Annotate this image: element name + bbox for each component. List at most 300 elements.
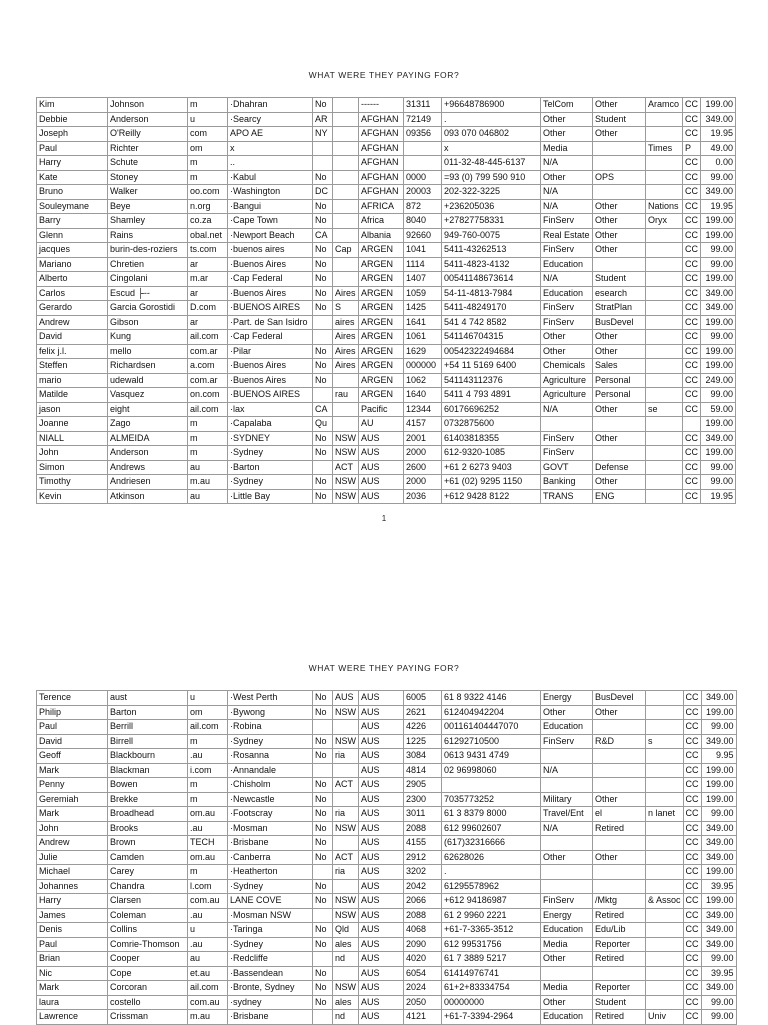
cell-city: ·Cap Federal: [228, 330, 313, 345]
cell-city: ·BUENOS AIRES: [228, 388, 313, 403]
cell-role: Edu/Lib: [593, 923, 646, 938]
cell-city: ·Bywong: [228, 705, 313, 720]
cell-phone: +61-7-3394-2964: [442, 1010, 541, 1025]
cell-role: Retired: [593, 952, 646, 967]
cell-company: [646, 359, 683, 374]
cell-country: AU: [359, 417, 404, 432]
cell-first: Andrew: [37, 836, 108, 851]
table-row: [37, 112, 736, 127]
cell-city: ·Taringa: [228, 923, 313, 938]
cell-sector: N/A: [541, 402, 593, 417]
cell-state: Aires: [333, 330, 359, 345]
cell-role: Personal: [593, 388, 646, 403]
cell-company: [646, 821, 684, 836]
table-row: [37, 952, 737, 967]
cell-country: ARGEN: [359, 344, 404, 359]
table-row: [37, 359, 736, 374]
cell-email_end: om: [188, 141, 228, 156]
cell-pay: CC: [683, 446, 701, 461]
cell-pay: CC: [683, 966, 701, 981]
cell-phone: 61295578962: [442, 879, 541, 894]
cell-city: ·Bassendean: [228, 966, 313, 981]
cell-company: [646, 301, 683, 316]
cell-email_end: et.au: [188, 966, 228, 981]
cell-company: [646, 850, 684, 865]
cell-role: R&D: [593, 734, 646, 749]
cell-sector: Education: [541, 257, 593, 272]
table-row: [37, 894, 737, 909]
cell-postcode: 2036: [404, 489, 442, 504]
cell-first: Joseph: [37, 127, 108, 142]
cell-company: [646, 691, 684, 706]
cell-amount: 349.00: [701, 301, 736, 316]
cell-pay: CC: [683, 778, 701, 793]
cell-first: Mariano: [37, 257, 108, 272]
cell-pay: CC: [683, 952, 701, 967]
cell-role: Other: [593, 344, 646, 359]
cell-amount: 99.00: [701, 475, 736, 490]
cell-state_flag: [313, 763, 333, 778]
cell-state: rau: [333, 388, 359, 403]
cell-company: [646, 431, 683, 446]
cell-company: [646, 185, 683, 200]
cell-state_flag: No: [313, 821, 333, 836]
cell-email_end: ail.com: [188, 330, 228, 345]
cell-state: [333, 792, 359, 807]
cell-state_flag: No: [313, 98, 333, 113]
cell-role: [593, 763, 646, 778]
cell-last: Gibson: [108, 315, 188, 330]
subscriber-table: [36, 97, 736, 504]
cell-last: costello: [108, 995, 188, 1010]
cell-phone: +54 11 5169 6400: [442, 359, 541, 374]
cell-sector: N/A: [541, 272, 593, 287]
cell-country: ARGEN: [359, 359, 404, 374]
cell-last: Kung: [108, 330, 188, 345]
cell-last: Birrell: [108, 734, 188, 749]
cell-city: ·Bangui: [228, 199, 313, 214]
cell-phone: 60176696252: [442, 402, 541, 417]
table-row: [37, 301, 736, 316]
table-row: [37, 170, 736, 185]
cell-first: NIALL: [37, 431, 108, 446]
cell-first: Mark: [37, 807, 108, 822]
cell-email_end: m: [188, 792, 228, 807]
cell-pay: CC: [683, 431, 701, 446]
cell-company: [646, 908, 684, 923]
cell-state: NSW: [333, 908, 359, 923]
cell-last: Stoney: [108, 170, 188, 185]
cell-role: [593, 417, 646, 432]
cell-company: Nations: [646, 199, 683, 214]
cell-state_flag: AR: [313, 112, 333, 127]
cell-state_flag: NY: [313, 127, 333, 142]
table-row: [37, 734, 737, 749]
cell-email_end: m: [188, 156, 228, 171]
cell-country: ARGEN: [359, 257, 404, 272]
cell-sector: Military: [541, 792, 593, 807]
cell-state: [333, 112, 359, 127]
cell-email_end: ar: [188, 315, 228, 330]
cell-pay: CC: [683, 402, 701, 417]
cell-state_flag: CA: [313, 228, 333, 243]
cell-country: AUS: [359, 908, 404, 923]
cell-postcode: 2912: [404, 850, 442, 865]
cell-sector: N/A: [541, 156, 593, 171]
cell-role: Defense: [593, 460, 646, 475]
cell-pay: CC: [683, 792, 701, 807]
cell-phone: 5411-48249170: [442, 301, 541, 316]
table-row: [37, 243, 736, 258]
cell-state_flag: [313, 460, 333, 475]
page-title: WHAT WERE THEY PAYING FOR?: [308, 70, 460, 80]
cell-state_flag: No: [313, 170, 333, 185]
cell-pay: CC: [683, 691, 701, 706]
cell-postcode: 2001: [404, 431, 442, 446]
cell-country: Africa: [359, 214, 404, 229]
cell-city: ·sydney: [228, 995, 313, 1010]
cell-email_end: .au: [188, 908, 228, 923]
cell-state_flag: No: [313, 272, 333, 287]
cell-state_flag: No: [313, 966, 333, 981]
cell-role: Other: [593, 792, 646, 807]
cell-email_end: D.com: [188, 301, 228, 316]
table-row: [37, 257, 736, 272]
cell-first: Harry: [37, 894, 108, 909]
cell-email_end: oo.com: [188, 185, 228, 200]
cell-phone: 61 3 8379 8000: [442, 807, 541, 822]
cell-state: NSW: [333, 894, 359, 909]
cell-state: NSW: [333, 475, 359, 490]
cell-role: [593, 879, 646, 894]
table-row: [37, 749, 737, 764]
cell-email_end: m: [188, 446, 228, 461]
cell-last: Crissman: [108, 1010, 188, 1025]
cell-amount: 19.95: [701, 127, 736, 142]
cell-role: Student: [593, 112, 646, 127]
cell-last: Atkinson: [108, 489, 188, 504]
cell-pay: CC: [683, 850, 701, 865]
cell-phone: 612-9320-1085: [442, 446, 541, 461]
cell-email_end: ail.com: [188, 720, 228, 735]
cell-sector: Other: [541, 330, 593, 345]
cell-sector: Education: [541, 720, 593, 735]
cell-state: [333, 185, 359, 200]
cell-sector: Other: [541, 705, 593, 720]
cell-amount: 19.95: [701, 199, 736, 214]
cell-role: BusDevel: [593, 691, 646, 706]
cell-role: Reporter: [593, 981, 646, 996]
cell-state_flag: [313, 315, 333, 330]
cell-role: [593, 836, 646, 851]
cell-postcode: 3011: [404, 807, 442, 822]
cell-company: [646, 373, 683, 388]
cell-sector: FinServ: [541, 734, 593, 749]
cell-country: ARGEN: [359, 286, 404, 301]
cell-country: AUS: [359, 865, 404, 880]
cell-role: Retired: [593, 908, 646, 923]
cell-state_flag: No: [313, 792, 333, 807]
cell-country: AUS: [359, 966, 404, 981]
cell-phone: +236205036: [442, 199, 541, 214]
cell-sector: Media: [541, 141, 593, 156]
cell-phone: x: [442, 141, 541, 156]
cell-postcode: 20003: [404, 185, 442, 200]
cell-phone: 541146704315: [442, 330, 541, 345]
cell-state_flag: No: [313, 489, 333, 504]
cell-postcode: 1641: [404, 315, 442, 330]
cell-company: Times: [646, 141, 683, 156]
cell-first: Paul: [37, 720, 108, 735]
cell-pay: CC: [683, 763, 701, 778]
cell-state: aires: [333, 315, 359, 330]
table-row: [37, 199, 736, 214]
cell-phone: 202-322-3225: [442, 185, 541, 200]
cell-country: AUS: [359, 691, 404, 706]
cell-country: AUS: [359, 821, 404, 836]
cell-sector: Other: [541, 112, 593, 127]
cell-email_end: om: [188, 705, 228, 720]
cell-city: LANE COVE: [228, 894, 313, 909]
cell-phone: 62628026: [442, 850, 541, 865]
cell-email_end: .au: [188, 821, 228, 836]
cell-pay: CC: [683, 170, 701, 185]
cell-pay: [683, 417, 701, 432]
cell-last: eight: [108, 402, 188, 417]
table-row: [37, 475, 736, 490]
cell-last: udewald: [108, 373, 188, 388]
cell-city: ·Brisbane: [228, 1010, 313, 1025]
cell-last: O'Reilly: [108, 127, 188, 142]
cell-email_end: .au: [188, 937, 228, 952]
cell-country: Albania: [359, 228, 404, 243]
cell-sector: Energy: [541, 908, 593, 923]
cell-state: Cap: [333, 243, 359, 258]
cell-sector: FinServ: [541, 894, 593, 909]
cell-first: Carlos: [37, 286, 108, 301]
cell-sector: TelCom: [541, 98, 593, 113]
cell-postcode: 31311: [404, 98, 442, 113]
cell-company: [646, 330, 683, 345]
cell-country: AUS: [359, 923, 404, 938]
cell-pay: CC: [683, 995, 701, 1010]
cell-company: [646, 952, 684, 967]
cell-state: [333, 836, 359, 851]
cell-country: AUS: [359, 778, 404, 793]
cell-email_end: l.com: [188, 879, 228, 894]
cell-phone: 61403818355: [442, 431, 541, 446]
cell-first: jacques: [37, 243, 108, 258]
cell-role: Retired: [593, 821, 646, 836]
table-row: [37, 98, 736, 113]
cell-postcode: 2024: [404, 981, 442, 996]
cell-phone: 02 96998060: [442, 763, 541, 778]
cell-email_end: a.com: [188, 359, 228, 374]
cell-country: AUS: [359, 879, 404, 894]
cell-state_flag: No: [313, 995, 333, 1010]
cell-country: AUS: [359, 734, 404, 749]
cell-state: [333, 127, 359, 142]
cell-amount: 49.00: [701, 141, 736, 156]
cell-city: ·Footscray: [228, 807, 313, 822]
cell-state_flag: No: [313, 894, 333, 909]
cell-state: ales: [333, 937, 359, 952]
cell-company: [646, 937, 684, 952]
cell-company: Aramco: [646, 98, 683, 113]
cell-first: James: [37, 908, 108, 923]
cell-country: ARGEN: [359, 301, 404, 316]
cell-sector: FinServ: [541, 431, 593, 446]
cell-amount: 199.00: [701, 763, 736, 778]
cell-phone: =93 (0) 799 590 910: [442, 170, 541, 185]
cell-last: Cope: [108, 966, 188, 981]
table-row: [37, 720, 737, 735]
cell-state_flag: No: [313, 214, 333, 229]
cell-state_flag: No: [313, 705, 333, 720]
cell-country: ARGEN: [359, 243, 404, 258]
cell-pay: CC: [683, 344, 701, 359]
cell-city: ·Kabul: [228, 170, 313, 185]
cell-country: ARGEN: [359, 330, 404, 345]
cell-last: Anderson: [108, 446, 188, 461]
cell-city: ·Canberra: [228, 850, 313, 865]
cell-city: ·Little Bay: [228, 489, 313, 504]
cell-first: John: [37, 446, 108, 461]
cell-city: ·Newport Beach: [228, 228, 313, 243]
cell-pay: CC: [683, 807, 701, 822]
cell-email_end: co.za: [188, 214, 228, 229]
cell-role: ENG: [593, 489, 646, 504]
cell-country: AUS: [359, 894, 404, 909]
cell-first: Harry: [37, 156, 108, 171]
cell-state: [333, 214, 359, 229]
cell-sector: N/A: [541, 821, 593, 836]
cell-phone: 00541148673614: [442, 272, 541, 287]
cell-last: Richter: [108, 141, 188, 156]
cell-first: Penny: [37, 778, 108, 793]
cell-company: Oryx: [646, 214, 683, 229]
cell-first: Alberto: [37, 272, 108, 287]
cell-city: ·Cap Federal: [228, 272, 313, 287]
cell-state: [333, 199, 359, 214]
cell-first: Barry: [37, 214, 108, 229]
cell-sector: Agriculture: [541, 373, 593, 388]
cell-postcode: 2300: [404, 792, 442, 807]
cell-postcode: 0000: [404, 170, 442, 185]
cell-pay: CC: [683, 836, 701, 851]
cell-last: Blackman: [108, 763, 188, 778]
cell-company: [646, 243, 683, 258]
cell-last: Brooks: [108, 821, 188, 836]
cell-postcode: 12344: [404, 402, 442, 417]
cell-amount: 349.00: [701, 431, 736, 446]
cell-email_end: n.org: [188, 199, 228, 214]
cell-city: ·Cape Town: [228, 214, 313, 229]
cell-postcode: 2066: [404, 894, 442, 909]
cell-sector: Education: [541, 923, 593, 938]
cell-pay: CC: [683, 214, 701, 229]
cell-last: Schute: [108, 156, 188, 171]
cell-country: ARGEN: [359, 315, 404, 330]
cell-company: [646, 127, 683, 142]
table-row: [37, 981, 737, 996]
cell-city: ·Part. de San Isidro: [228, 315, 313, 330]
cell-email_end: au: [188, 952, 228, 967]
cell-country: AUS: [359, 981, 404, 996]
table-row: [37, 763, 737, 778]
cell-city: ·Washington: [228, 185, 313, 200]
cell-postcode: 2621: [404, 705, 442, 720]
cell-state_flag: [313, 908, 333, 923]
cell-first: Matilde: [37, 388, 108, 403]
cell-postcode: 1041: [404, 243, 442, 258]
cell-last: Comrie-Thomson: [108, 937, 188, 952]
cell-company: [646, 966, 684, 981]
cell-phone: +612 9428 8122: [442, 489, 541, 504]
cell-last: Cooper: [108, 952, 188, 967]
cell-sector: Education: [541, 1010, 593, 1025]
cell-role: Other: [593, 98, 646, 113]
cell-state: Aires: [333, 344, 359, 359]
cell-last: Zago: [108, 417, 188, 432]
cell-amount: 99.00: [701, 330, 736, 345]
cell-amount: 349.00: [701, 981, 736, 996]
cell-state_flag: [313, 1010, 333, 1025]
cell-amount: 349.00: [701, 734, 736, 749]
cell-postcode: 2090: [404, 937, 442, 952]
cell-state_flag: [313, 141, 333, 156]
cell-first: Geoff: [37, 749, 108, 764]
cell-role: [593, 749, 646, 764]
cell-country: AFGHAN: [359, 127, 404, 142]
table-row: [37, 879, 737, 894]
cell-state_flag: [313, 865, 333, 880]
cell-state: NSW: [333, 489, 359, 504]
cell-amount: 349.00: [701, 850, 736, 865]
cell-pay: CC: [683, 185, 701, 200]
cell-amount: 39.95: [701, 966, 736, 981]
cell-email_end: ail.com: [188, 402, 228, 417]
table-row: [37, 836, 737, 851]
cell-pay: CC: [683, 865, 701, 880]
cell-email_end: m: [188, 778, 228, 793]
cell-amount: 199.00: [701, 446, 736, 461]
cell-amount: 199.00: [701, 98, 736, 113]
table-row: [37, 141, 736, 156]
cell-country: AUS: [359, 937, 404, 952]
cell-postcode: 2042: [404, 879, 442, 894]
cell-phone: +27827758331: [442, 214, 541, 229]
cell-amount: 199.00: [701, 865, 736, 880]
cell-company: [646, 460, 683, 475]
cell-pay: CC: [683, 981, 701, 996]
cell-city: ·Sydney: [228, 734, 313, 749]
cell-postcode: 1425: [404, 301, 442, 316]
cell-pay: CC: [683, 156, 701, 171]
cell-country: AUS: [359, 749, 404, 764]
cell-amount: 99.00: [701, 807, 736, 822]
table-row: [37, 923, 737, 938]
cell-postcode: 4121: [404, 1010, 442, 1025]
cell-email_end: m.ar: [188, 272, 228, 287]
cell-pay: CC: [683, 272, 701, 287]
cell-amount: 99.00: [701, 952, 736, 967]
cell-city: ·BUENOS AIRES: [228, 301, 313, 316]
cell-company: [646, 156, 683, 171]
cell-amount: 0.00: [701, 156, 736, 171]
cell-state: [333, 763, 359, 778]
cell-last: Walker: [108, 185, 188, 200]
